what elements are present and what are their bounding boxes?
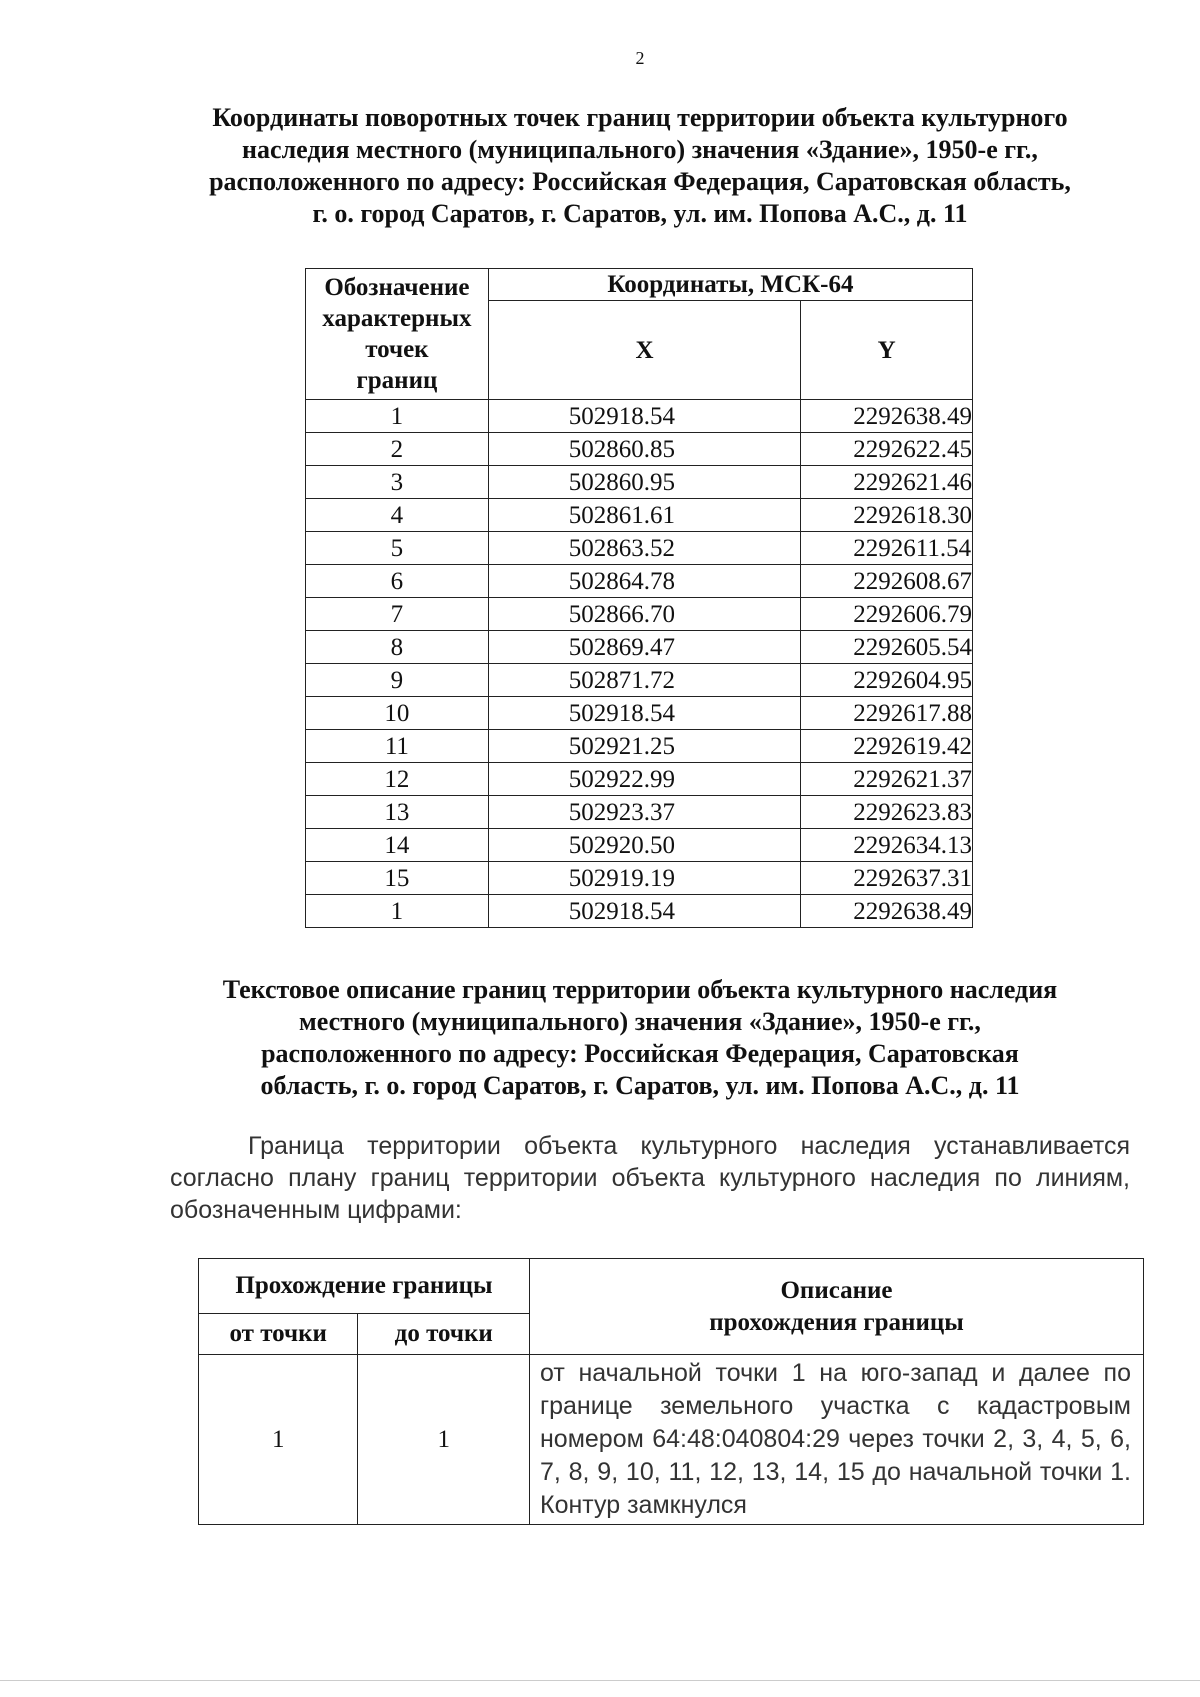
x-coordinate-cell: 502871.72 (488, 664, 800, 697)
point-number-cell: 9 (306, 664, 489, 697)
title-line: область, г. о. город Саратов, г. Саратов, ул. им. Попова А.С., д. 11 (260, 1071, 1020, 1100)
point-number-cell: 15 (306, 862, 489, 895)
point-number-cell: 13 (306, 796, 489, 829)
table-row (306, 829, 973, 862)
title-line: Текстовое описание границ территории объекта культурного наследия (222, 975, 1058, 1004)
table-row (199, 1355, 1144, 1525)
route-description-cell: от начальной точки 1 на юго-запад и далее по границе земельного участка с кадастровым номером 64:48:040804:29 через точки 2, 3, 4, 5, 6, 7, 8, 9, 10, 11, 12, 13, 14, 15 до начальной точки 1. Контур замкнулся (530, 1355, 1144, 1525)
point-number-cell: 5 (306, 532, 489, 565)
page-number: 2 (635, 48, 645, 68)
coordinates-table (305, 268, 973, 928)
to-point-cell: 1 (358, 1355, 530, 1525)
x-coordinate-cell: 502923.37 (488, 796, 800, 829)
table-row (306, 532, 973, 565)
from-point-cell: 1 (199, 1355, 358, 1525)
header-line: Описание (780, 1276, 893, 1304)
y-coordinate-cell: 2292605.54 (801, 631, 973, 664)
title-line: расположенного по адресу: Российская Федерация, Саратовская область, (209, 167, 1071, 196)
x-coordinate-cell: 502860.85 (488, 433, 800, 466)
coordinates-title (150, 102, 1130, 230)
title-line: Координаты поворотных точек границ территории объекта культурного (212, 103, 1068, 132)
table-row (306, 763, 973, 796)
y-coordinate-cell: 2292618.30 (801, 499, 973, 532)
x-coordinate-cell: 502919.19 (488, 862, 800, 895)
y-coordinate-cell: 2292623.83 (801, 796, 973, 829)
scan-edge-line (0, 1680, 1200, 1681)
x-coordinate-cell: 502918.54 (488, 400, 800, 433)
x-header: X (488, 301, 800, 400)
title-line: расположенного по адресу: Российская Федерация, Саратовская (261, 1039, 1019, 1068)
y-coordinate-cell: 2292608.67 (801, 565, 973, 598)
table-row (306, 598, 973, 631)
to-point-header: до точки (358, 1314, 530, 1355)
point-number-cell: 3 (306, 466, 489, 499)
header-line: прохождения границы (709, 1308, 964, 1336)
y-coordinate-cell: 2292621.37 (801, 763, 973, 796)
table-row (306, 466, 973, 499)
title-line: наследия местного (муниципального) значения «Здание», 1950-е гг., (242, 135, 1038, 164)
point-number-cell: 6 (306, 565, 489, 598)
table-row (306, 796, 973, 829)
x-coordinate-cell: 502920.50 (488, 829, 800, 862)
description-header (530, 1259, 1144, 1355)
point-number-cell: 12 (306, 763, 489, 796)
coordinates-header: Координаты, МСК-64 (488, 269, 972, 301)
table-row (306, 400, 973, 433)
table-row (306, 862, 973, 895)
header-line: точек (365, 336, 429, 363)
x-coordinate-cell: 502866.70 (488, 598, 800, 631)
x-coordinate-cell: 502922.99 (488, 763, 800, 796)
header-line: характерных (322, 305, 472, 332)
x-coordinate-cell: 502869.47 (488, 631, 800, 664)
table-row (306, 499, 973, 532)
passage-header: Прохождение границы (199, 1259, 530, 1314)
point-designation-header (306, 269, 489, 400)
x-coordinate-cell: 502864.78 (488, 565, 800, 598)
x-coordinate-cell: 502860.95 (488, 466, 800, 499)
y-coordinate-cell: 2292637.31 (801, 862, 973, 895)
x-coordinate-cell: 502918.54 (488, 697, 800, 730)
table-row (306, 895, 973, 928)
boundary-route-table (198, 1258, 1144, 1525)
table-row (306, 631, 973, 664)
y-header: Y (801, 301, 973, 400)
table-row (306, 664, 973, 697)
x-coordinate-cell: 502918.54 (488, 895, 800, 928)
point-number-cell: 11 (306, 730, 489, 763)
y-coordinate-cell: 2292634.13 (801, 829, 973, 862)
description-title (150, 974, 1130, 1102)
point-number-cell: 8 (306, 631, 489, 664)
from-point-header: от точки (199, 1314, 358, 1355)
y-coordinate-cell: 2292622.45 (801, 433, 973, 466)
point-number-cell: 4 (306, 499, 489, 532)
y-coordinate-cell: 2292617.88 (801, 697, 973, 730)
point-number-cell: 1 (306, 895, 489, 928)
point-number-cell: 2 (306, 433, 489, 466)
boundary-paragraph (170, 1130, 1130, 1226)
y-coordinate-cell: 2292638.49 (801, 400, 973, 433)
title-line: местного (муниципального) значения «Здание», 1950-е гг., (299, 1007, 981, 1036)
point-number-cell: 1 (306, 400, 489, 433)
table-row (306, 565, 973, 598)
y-coordinate-cell: 2292611.54 (801, 532, 973, 565)
table-row (306, 697, 973, 730)
y-coordinate-cell: 2292606.79 (801, 598, 973, 631)
point-number-cell: 14 (306, 829, 489, 862)
x-coordinate-cell: 502921.25 (488, 730, 800, 763)
y-coordinate-cell: 2292619.42 (801, 730, 973, 763)
table-row (306, 730, 973, 763)
point-number-cell: 7 (306, 598, 489, 631)
y-coordinate-cell: 2292638.49 (801, 895, 973, 928)
table-row (306, 433, 973, 466)
title-line: г. о. город Саратов, г. Саратов, ул. им. Попова А.С., д. 11 (312, 199, 968, 228)
x-coordinate-cell: 502861.61 (488, 499, 800, 532)
y-coordinate-cell: 2292604.95 (801, 664, 973, 697)
y-coordinate-cell: 2292621.46 (801, 466, 973, 499)
header-line: Обозначение (324, 274, 470, 301)
header-line: границ (356, 367, 438, 394)
x-coordinate-cell: 502863.52 (488, 532, 800, 565)
paragraph-text: Граница территории объекта культурного наследия устанавливается согласно плану границ территории объекта культурного наследия по линиям, обозначенным цифрами: (170, 1132, 1130, 1224)
point-number-cell: 10 (306, 697, 489, 730)
